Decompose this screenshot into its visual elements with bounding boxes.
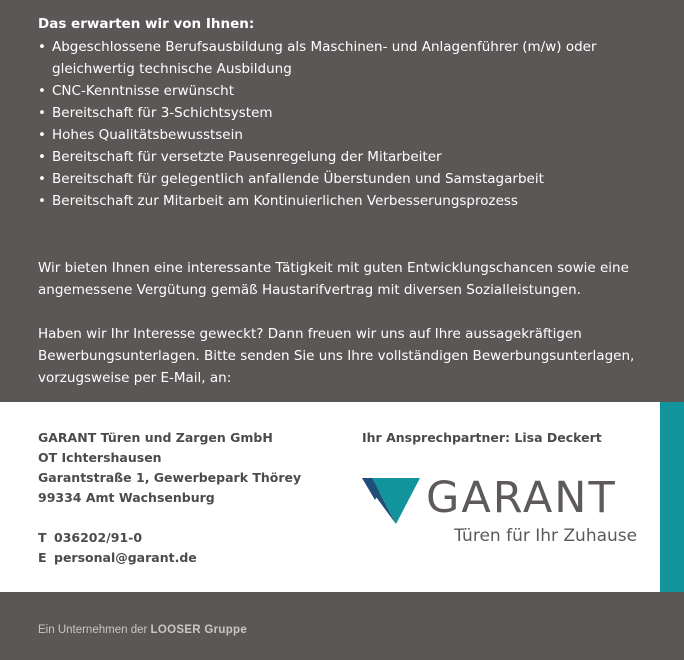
footer-prefix: Ein Unternehmen der	[38, 624, 148, 636]
company-district: OT Ichtershausen	[38, 450, 162, 465]
list-item	[38, 124, 638, 146]
footer-text	[38, 622, 247, 638]
address-spacer	[38, 508, 301, 528]
requirement-text: Bereitschaft für 3-Schichtsystem	[52, 105, 273, 121]
requirement-text: CNC-Kenntnisse erwünscht	[52, 83, 234, 99]
company-name: GARANT Türen und Zargen GmbH	[38, 430, 273, 445]
company-city: 99334 Amt Wachsenburg	[38, 490, 215, 505]
bullet-icon: •	[38, 105, 46, 121]
requirement-text: Bereitschaft zur Mitarbeit am Kontinuierlichen Verbesserungsprozess	[52, 193, 518, 209]
bullet-icon: •	[38, 149, 46, 165]
requirement-text: Bereitschaft für gelegentlich anfallende Überstunden und Samstagarbeit	[52, 171, 544, 187]
bullet-icon: •	[38, 193, 46, 209]
contact-panel	[0, 402, 660, 592]
list-item	[38, 146, 638, 168]
footer-brand: LOOSER Gruppe	[150, 624, 248, 636]
requirement-text: Hohes Qualitätsbewusstsein	[52, 127, 243, 143]
company-address	[38, 428, 301, 568]
phone-number: 036202/91-0	[54, 530, 143, 545]
phone-line	[38, 528, 301, 548]
offer-paragraph: Wir bieten Ihnen eine interessante Tätigkeit mit guten Entwicklungschancen sowie eine angemessene Vergütung gemäß Haustarifvertrag mit diversen Sozialleistungen.	[38, 260, 629, 298]
requirement-text: Abgeschlossene Berufsausbildung als Maschinen- und Anlagenführer (m/w) oder gleichwertig technische Ausbildung	[52, 39, 597, 77]
contact-person: Ihr Ansprechpartner: Lisa Deckert	[362, 430, 602, 445]
phone-label: T	[38, 530, 47, 545]
list-item	[38, 190, 638, 212]
logo-tagline: Türen für Ihr Zuhause	[454, 526, 638, 546]
list-item	[38, 168, 638, 190]
requirement-text: Bereitschaft für versetzte Pausenregelung der Mitarbeiter	[52, 149, 442, 165]
bullet-icon: •	[38, 39, 46, 55]
application-paragraph: Haben wir Ihr Interesse geweckt? Dann freuen wir uns auf Ihre aussagekräftigen Bewerbungsunterlagen. Bitte senden Sie uns Ihre vollständigen Bewerbungsunterlagen, vorzugsweise per E-Mail, an:	[38, 326, 635, 386]
company-street: Garantstraße 1, Gewerbepark Thörey	[38, 470, 302, 485]
bullet-icon: •	[38, 127, 46, 143]
email-label: E	[38, 550, 47, 565]
list-item	[38, 36, 638, 80]
list-item	[38, 80, 638, 102]
email-link[interactable]: personal@garant.de	[54, 550, 197, 565]
logo-wordmark: GARANT	[426, 473, 617, 523]
requirements-heading: Das erwarten wir von Ihnen:	[38, 16, 255, 32]
garant-logo-icon	[362, 478, 420, 526]
requirements-list	[38, 36, 638, 212]
list-item	[38, 102, 638, 124]
bullet-icon: •	[38, 171, 46, 187]
email-line	[38, 548, 301, 568]
accent-bar	[660, 402, 684, 592]
bullet-icon: •	[38, 83, 46, 99]
